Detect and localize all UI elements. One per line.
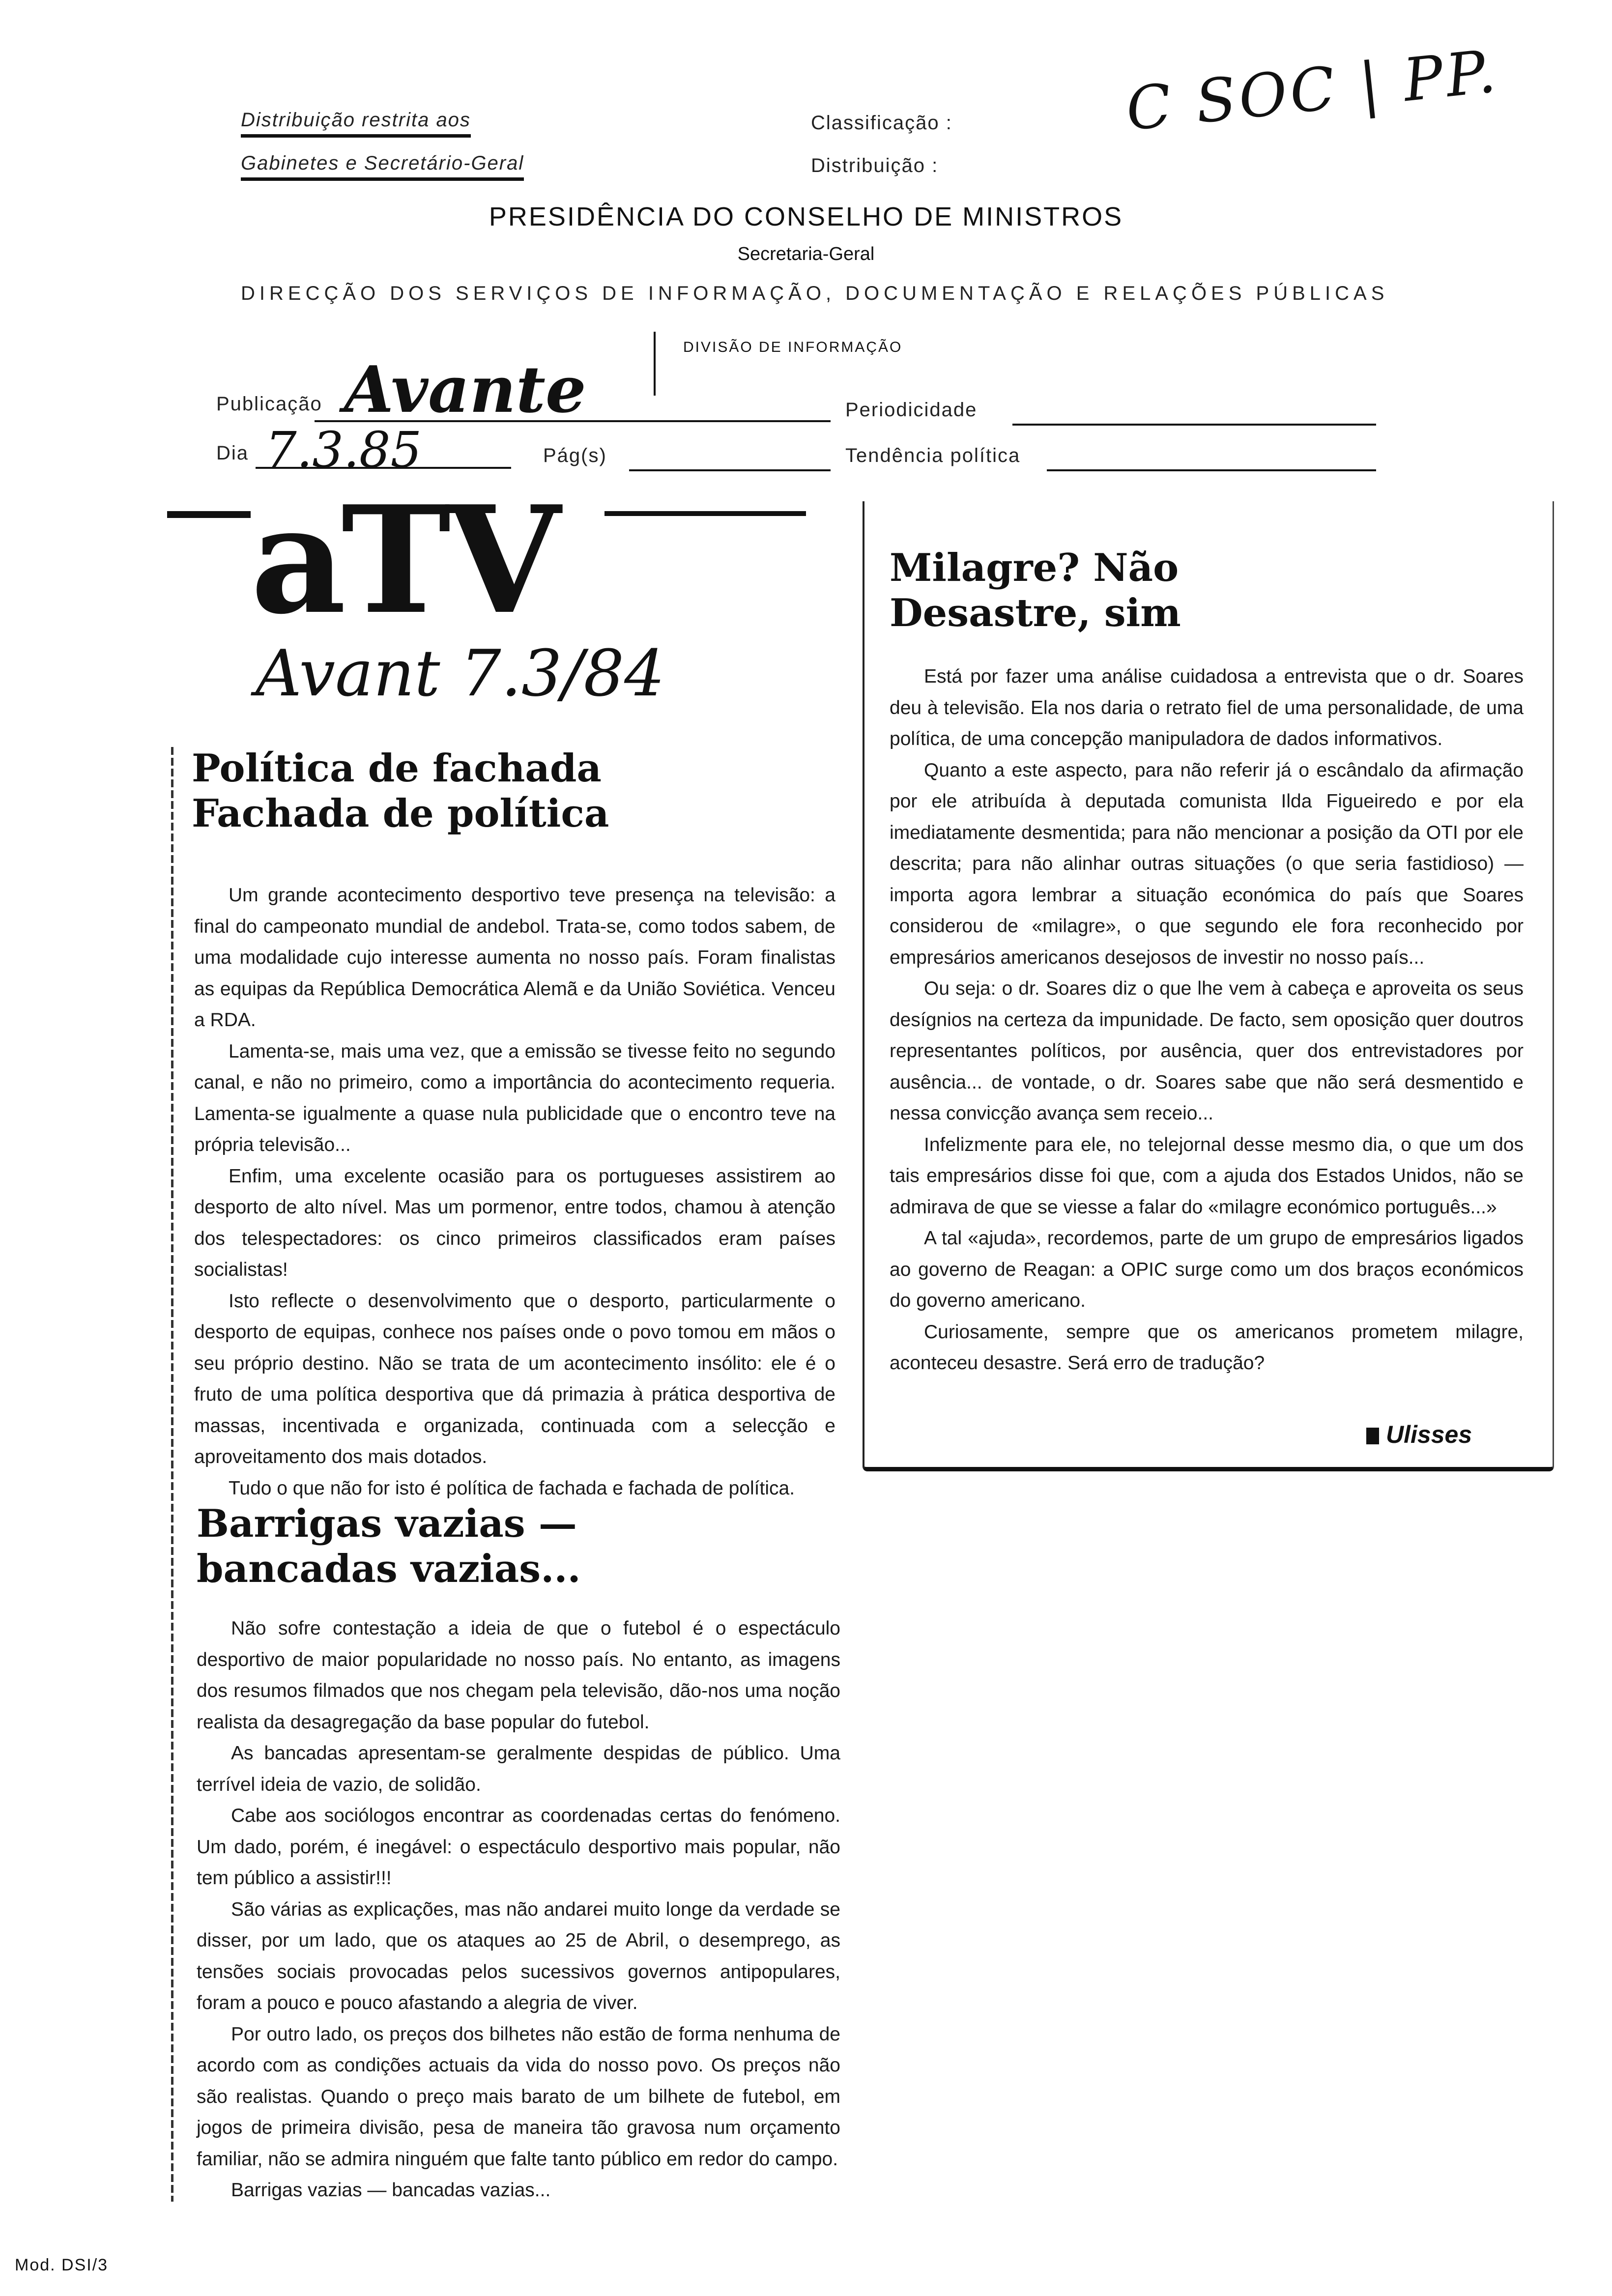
pages-field <box>629 469 831 471</box>
clipping-edge <box>171 747 173 2202</box>
division-title: DIVISÃO DE INFORMAÇÃO <box>683 339 903 355</box>
distribution-restriction-line2: Gabinetes e Secretário-Geral <box>241 152 524 181</box>
title-line: Milagre? Não <box>890 545 1179 590</box>
distribution-restriction-line1: Distribuição restrita aos <box>241 109 471 138</box>
handwritten-reference: C SOC | PP. <box>1123 37 1502 144</box>
paragraph: Está por fazer uma análise cuidadosa a entrevista que o dr. Soares deu à televisão. Ela nos daria o retrato fiel de uma personalidade, de uma política, de uma concepção manipuladora de dados informativos. <box>890 666 1524 749</box>
article-body-politica <box>194 880 835 1504</box>
pages-label: Pág(s) <box>543 445 607 466</box>
political-tendency-label: Tendência política <box>845 445 1021 466</box>
periodicity-label: Periodicidade <box>845 399 978 421</box>
logo-rule-right <box>604 511 806 516</box>
paragraph: Infelizmente para ele, no telejornal desse mesmo dia, o que um dos tais empresários disse foi que, com a ajuda dos Estados Unidos, não se admirava de que se viesse a falar do «milagre económico português...» <box>890 1134 1524 1218</box>
paragraph: As bancadas apresentam-se geralmente despidas de público. Uma terrível ideia de vazio, de solidão. <box>197 1743 840 1795</box>
paragraph: Quanto a este aspecto, para não referir já o escândalo da afirmação por ele atribuída à deputada comunista Ilda Figueiredo e por ela imediatamente desmentida; para não mencionar a posição da OTI por ele descrita; para não alinhar outras situações (o que seria fastidioso) — importa agora lembrar a situação económica do país que Soares considerou de «milagre», o que segundo ele fora reconhecido por empresários americanos desejosos de investir no nosso país... <box>890 759 1524 968</box>
article-signature: Ulisses <box>1386 1421 1472 1448</box>
paragraph: Lamenta-se, mais uma vez, que a emissão se tivesse feito no segundo canal, e não no primeiro, como a importância do acontecimento requeria. Lamenta-se igualmente a quase nula publicidade que o encontro teve na própria televisão... <box>194 1040 835 1155</box>
article-title-barrigas <box>197 1501 581 1592</box>
paragraph: A tal «ajuda», recordemos, parte de um grupo de empresários ligados ao governo de Reagan: a OPIC surge como um dos braços económicos do governo americano. <box>890 1228 1524 1311</box>
publication-value: Avante <box>344 352 586 427</box>
day-label: Dia <box>216 442 249 464</box>
title-line: Barrigas vazias — <box>197 1501 577 1546</box>
article-title-politica <box>192 746 609 836</box>
title-line: Política de fachada <box>192 746 602 791</box>
title-line: Desastre, sim <box>890 591 1181 635</box>
logo-rule-left <box>167 511 251 518</box>
periodicity-field <box>1012 424 1376 426</box>
paragraph: Cabe aos sociólogos encontrar as coordenadas certas do fenómeno. Um dado, porém, é inegável: o espectáculo desportivo mais popular, não tem público a assistir!!! <box>197 1805 840 1889</box>
distribution-label: Distribuição : <box>811 155 939 176</box>
paragraph: Ou seja: o dr. Soares diz o que lhe vem à cabeça e aproveita os seus desígnios na certeza da impunidade. De facto, sem oposição quer doutros representantes políticos, por ausência, quer dos entrevistadores por ausência... de vontade, o dr. Soares sabe que não será desmentido e nessa convicção avança sem receio... <box>890 978 1524 1124</box>
org-title: PRESIDÊNCIA DO CONSELHO DE MINISTROS <box>489 202 1123 231</box>
paragraph: Barrigas vazias — bancadas vazias... <box>231 2180 551 2201</box>
paragraph: Por outro lado, os preços dos bilhetes não estão de forma nenhuma de acordo com as condições actuais da vida do nosso povo. Os preços não são realistas. Quando o preço mais barato de um bilhete de futebol, em jogos de primeira divisão, pesa de maneira tão gravosa num orçamento familiar, não se admira ninguém que falte tanto público em redor do campo. <box>197 2023 840 2170</box>
paragraph: Não sofre contestação a ideia de que o futebol é o espectáculo desportivo de maior popularidade no nosso país. No entanto, as imagens dos resumos filmados que nos chegam pela televisão, dão-nos uma noção realista da desagregação da base popular do futebol. <box>197 1618 840 1733</box>
paragraph: Enfim, uma excelente ocasião para os portugueses assistirem ao desporto de alto nível. Mas um pormenor, entre todos, chamou à atenção dos telespectadores: os cinco primeiros classificados eram países socialistas! <box>194 1165 835 1280</box>
form-code: Mod. DSI/3 <box>15 2256 109 2274</box>
signature-bullet-icon <box>1366 1428 1379 1444</box>
handwritten-source-note: Avant 7.3/84 <box>256 636 665 711</box>
paragraph: São várias as explicações, mas não andarei muito longe da verdade se disser, por um lado, que os ataques ao 25 de Abril, o desemprego, as tensões sociais provocadas pelos sucessivos governos antipopulares, foram a pouco e pouco afastando a alegria de viver. <box>197 1898 840 2013</box>
publication-label: Publicação <box>216 393 322 415</box>
paragraph: Tudo o que não for isto é política de fachada e fachada de política. <box>229 1477 795 1499</box>
paragraph: Um grande acontecimento desportivo teve presença na televisão: a final do campeonato mundial de andebol. Trata-se, como todos sabem, de uma modalidade cujo interesse aumenta no nosso país. Foram finalistas as equipas da República Democrática Alemã e da União Soviética. Venceu a RDA. <box>194 885 835 1031</box>
classification-label: Classificação : <box>811 112 952 134</box>
title-line: Fachada de política <box>192 791 609 836</box>
political-tendency-field <box>1047 469 1376 471</box>
day-value: 7.3.85 <box>265 421 422 479</box>
article-body-barrigas <box>197 1613 840 2206</box>
directorate-title: DIRECÇÃO DOS SERVIÇOS DE INFORMAÇÃO, DOCUMENTAÇÃO E RELAÇÕES PÚBLICAS <box>241 283 1389 304</box>
article-title-milagre <box>890 545 1181 636</box>
org-subtitle: Secretaria-Geral <box>737 244 875 264</box>
title-line: bancadas vazias... <box>197 1547 581 1591</box>
article-body-milagre <box>890 661 1524 1379</box>
divider <box>654 332 656 396</box>
paragraph: Isto reflecte o desenvolvimento que o desporto, particularmente o desporto de equipas, conhece nos países onde o povo tomou em mãos o seu próprio destino. Não se trata de um acontecimento insólito: ele é o fruto de uma política desportiva que dá primazia à prática desportiva de massas, incentivada e organizada, continuada com a selecção e aproveitamento dos mais dotados. <box>194 1290 835 1467</box>
section-logo: aTV <box>251 473 556 647</box>
paragraph: Curiosamente, sempre que os americanos prometem milagre, aconteceu desastre. Será erro de tradução? <box>890 1321 1524 1374</box>
